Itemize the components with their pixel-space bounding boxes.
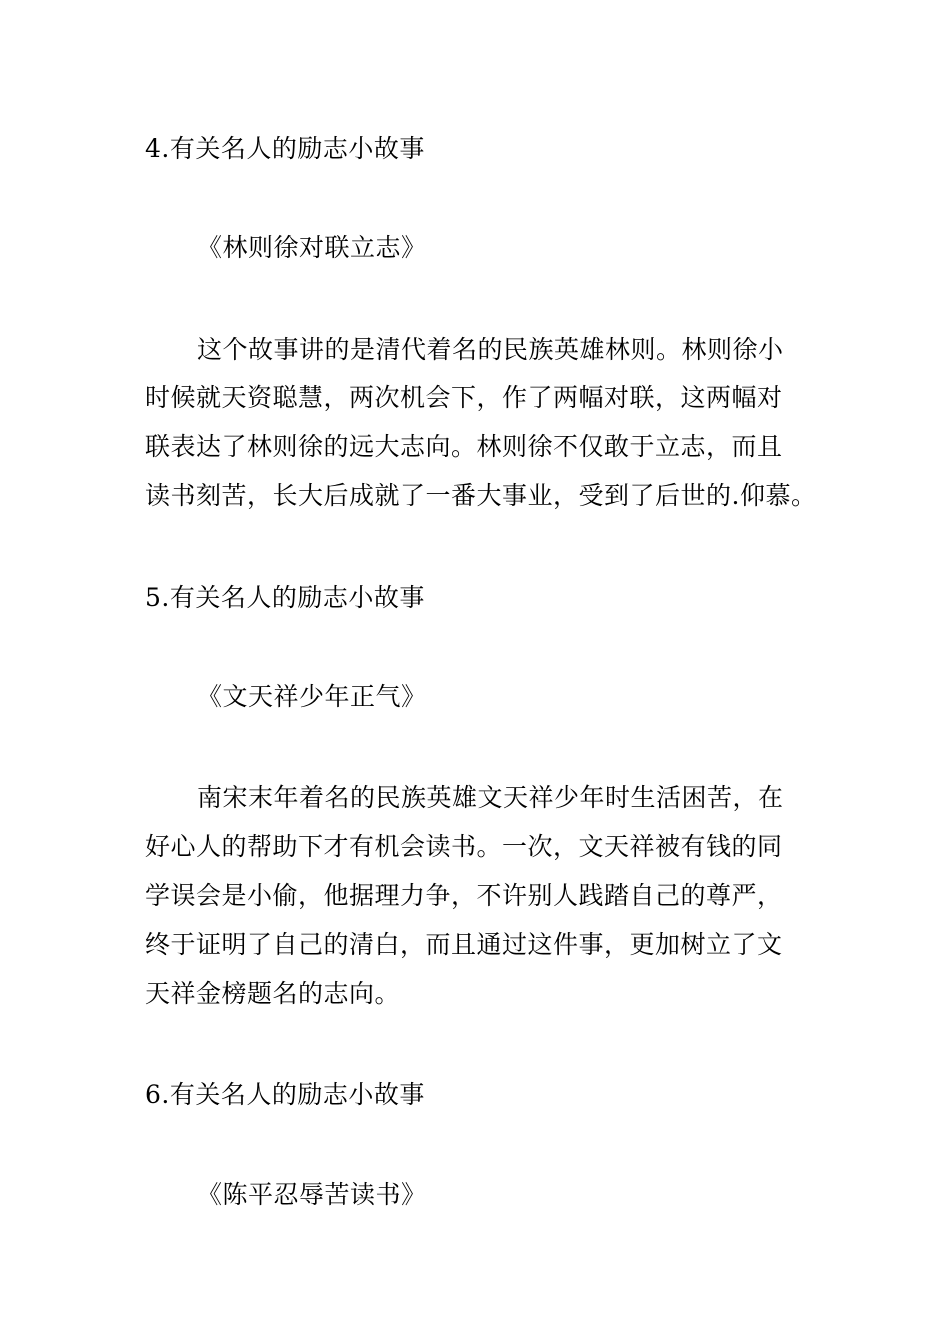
paragraph-line: 天祥金榜题名的志向。 xyxy=(145,979,401,1008)
paragraph-line: 读书刻苦，长大后成就了一番大事业，受到了后世的.仰慕。 xyxy=(145,481,817,510)
paragraph-line: 这个故事讲的是清代着名的民族英雄林则。林则徐小 xyxy=(197,335,784,364)
section-heading: 4.有关名人的励志小故事 xyxy=(145,134,425,163)
story-title: 《陈平忍辱苦读书》 xyxy=(197,1180,427,1209)
section-heading: 6.有关名人的励志小故事 xyxy=(145,1080,425,1109)
paragraph-line: 好心人的帮助下才有机会读书。一次，文天祥被有钱的同 xyxy=(145,832,783,861)
section-heading: 5.有关名人的励志小故事 xyxy=(145,583,425,612)
paragraph-line: 联表达了林则徐的远大志向。林则徐不仅敢于立志，而且 xyxy=(145,432,783,461)
story-title: 《文天祥少年正气》 xyxy=(197,682,427,711)
paragraph-line: 终于证明了自己的清白，而且通过这件事，更加树立了文 xyxy=(145,930,783,959)
story-title: 《林则徐对联立志》 xyxy=(197,233,427,262)
paragraph-line: 南宋末年着名的民族英雄文天祥少年时生活困苦，在 xyxy=(197,783,784,812)
paragraph-line: 时候就天资聪慧，两次机会下，作了两幅对联，这两幅对 xyxy=(145,383,783,412)
paragraph-line: 学误会是小偷，他据理力争，不许别人践踏自己的尊严， xyxy=(145,881,783,910)
